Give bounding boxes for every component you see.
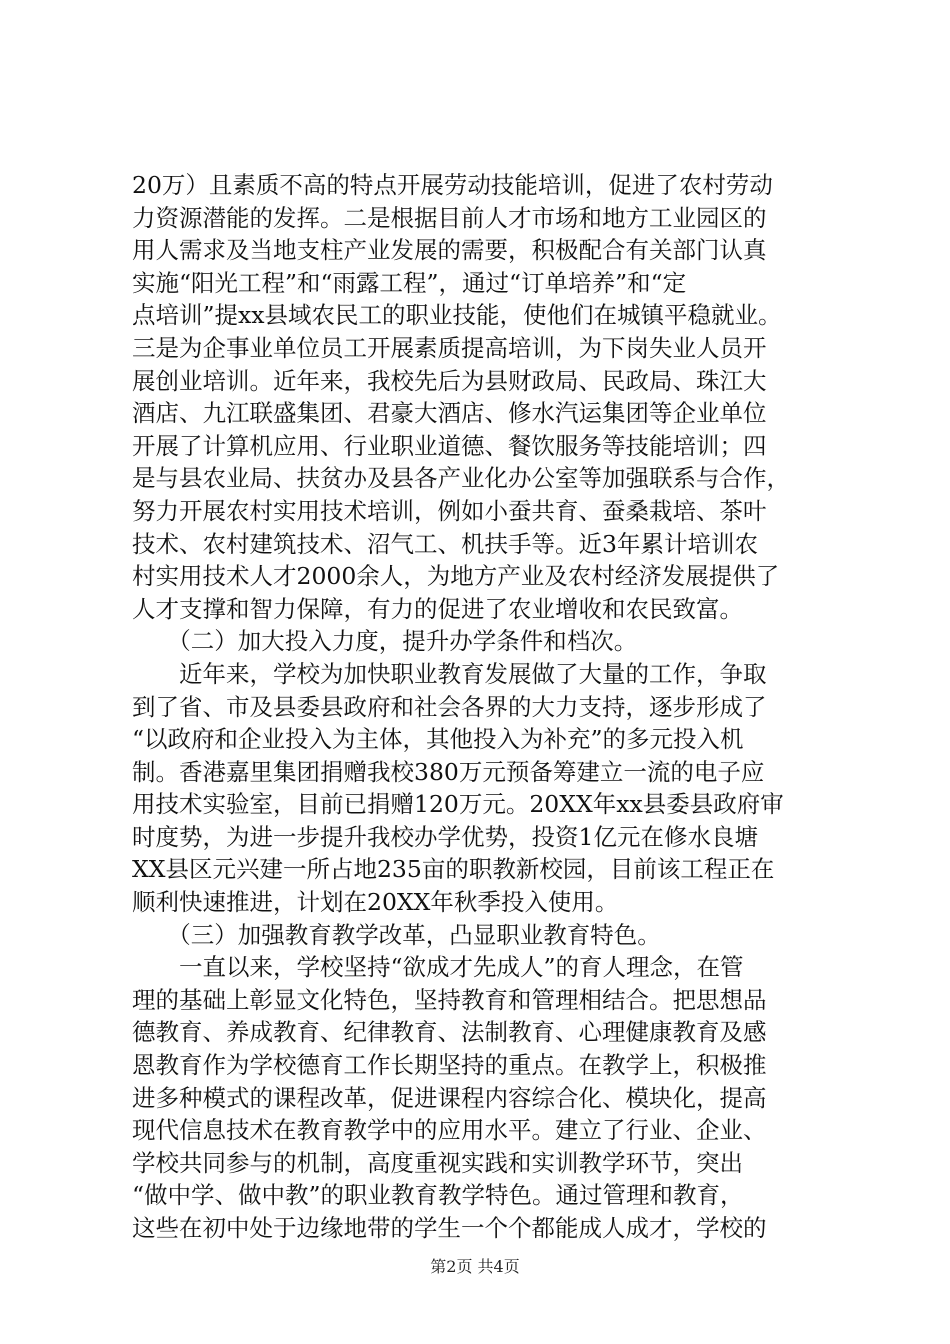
text-line: 制。香港嘉里集团捐赠我校380万元预备筹建立一流的电子应: [132, 757, 765, 786]
text-line: 一直以来，学校坚持“欲成才先成人”的育人理念，在管: [132, 953, 744, 982]
section-heading: （三）加强教育教学改革，凸显职业教育特色。: [132, 920, 661, 949]
text-line: 开展了计算机应用、行业职业道德、餐饮服务等技能培训；四: [132, 431, 767, 460]
text-line: 人才支撑和智力保障，有力的促进了农业增收和农民致富。: [132, 594, 743, 623]
body-text: [132, 169, 822, 1245]
text-line: 学校共同参与的机制，高度重视实践和实训教学环节，突出: [132, 1148, 743, 1177]
text-line: 点培训”提xx县域农民工的职业技能，使他们在城镇平稳就业。: [132, 301, 782, 330]
text-line: 20万）且素质不高的特点开展劳动技能培训，促进了农村劳动: [132, 171, 773, 199]
text-line: 实施“阳光工程”和“雨露工程”，通过“订单培养”和“定: [132, 268, 687, 297]
text-line: 德教育、养成教育、纪律教育、法制教育、心理健康教育及感: [132, 1018, 767, 1047]
text-line: “以政府和企业投入为主体，其他投入为补充”的多元投入机: [132, 725, 744, 754]
text-line: 理的基础上彰显文化特色，坚持教育和管理相结合。把思想品: [132, 985, 767, 1014]
page-number-footer: 第2页 共4页: [430, 1257, 520, 1276]
text-line: “做中学、做中教”的职业教育教学特色。通过管理和教育，: [132, 1181, 744, 1210]
text-line: 用人需求及当地支柱产业发展的需要，积极配合有关部门认真: [132, 236, 767, 265]
text-line: 到了省、市及县委县政府和社会各界的大力支持，逐步形成了: [132, 692, 767, 721]
text-line: 技术、农村建筑技术、沼气工、机扶手等。近3年累计培训农: [132, 529, 758, 558]
text-line: XX县区元兴建一所占地235亩的职教新校园，目前该工程正在: [132, 855, 775, 884]
text-line: 村实用技术人才2000余人，为地方产业及农村经济发展提供了: [132, 562, 780, 591]
text-line: 酒店、九江联盛集团、君豪大酒店、修水汽运集团等企业单位: [132, 399, 767, 428]
text-line: 顺利快速推进，计划在20XX年秋季投入使用。: [132, 888, 619, 917]
text-line: 近年来，学校为加快职业教育发展做了大量的工作，争取: [132, 659, 767, 688]
text-line: 展创业培训。近年来，我校先后为县财政局、民政局、珠江大: [132, 366, 767, 395]
text-line: 是与县农业局、扶贫办及县各产业化办公室等加强联系与合作，: [132, 464, 790, 493]
text-line: 这些在初中处于边缘地带的学生一个个都能成人成才，学校的: [132, 1214, 767, 1242]
text-line: 进多种模式的课程改革，促进课程内容综合化、模块化，提高: [132, 1083, 767, 1112]
text-line: 力资源潜能的发挥。二是根据目前人才市场和地方工业园区的: [132, 203, 767, 232]
text-line: 时度势，为进一步提升我校办学优势，投资1亿元在修水良塘: [132, 822, 758, 851]
section-heading: （二）加大投入力度，提升办学条件和档次。: [132, 627, 638, 656]
text-line: 三是为企事业单位员工开展素质提高培训，为下岗失业人员开: [132, 333, 767, 362]
text-line: 努力开展农村实用技术培训，例如小蚕共育、蚕桑栽培、茶叶: [132, 496, 767, 525]
text-line: 恩教育作为学校德育工作长期坚持的重点。在教学上，积极推: [132, 1051, 767, 1080]
text-line: 用技术实验室，目前已捐赠120万元。20XX年xx县委县政府审: [132, 790, 784, 819]
text-line: 现代信息技术在教育教学中的应用水平。建立了行业、企业、: [132, 1116, 767, 1145]
